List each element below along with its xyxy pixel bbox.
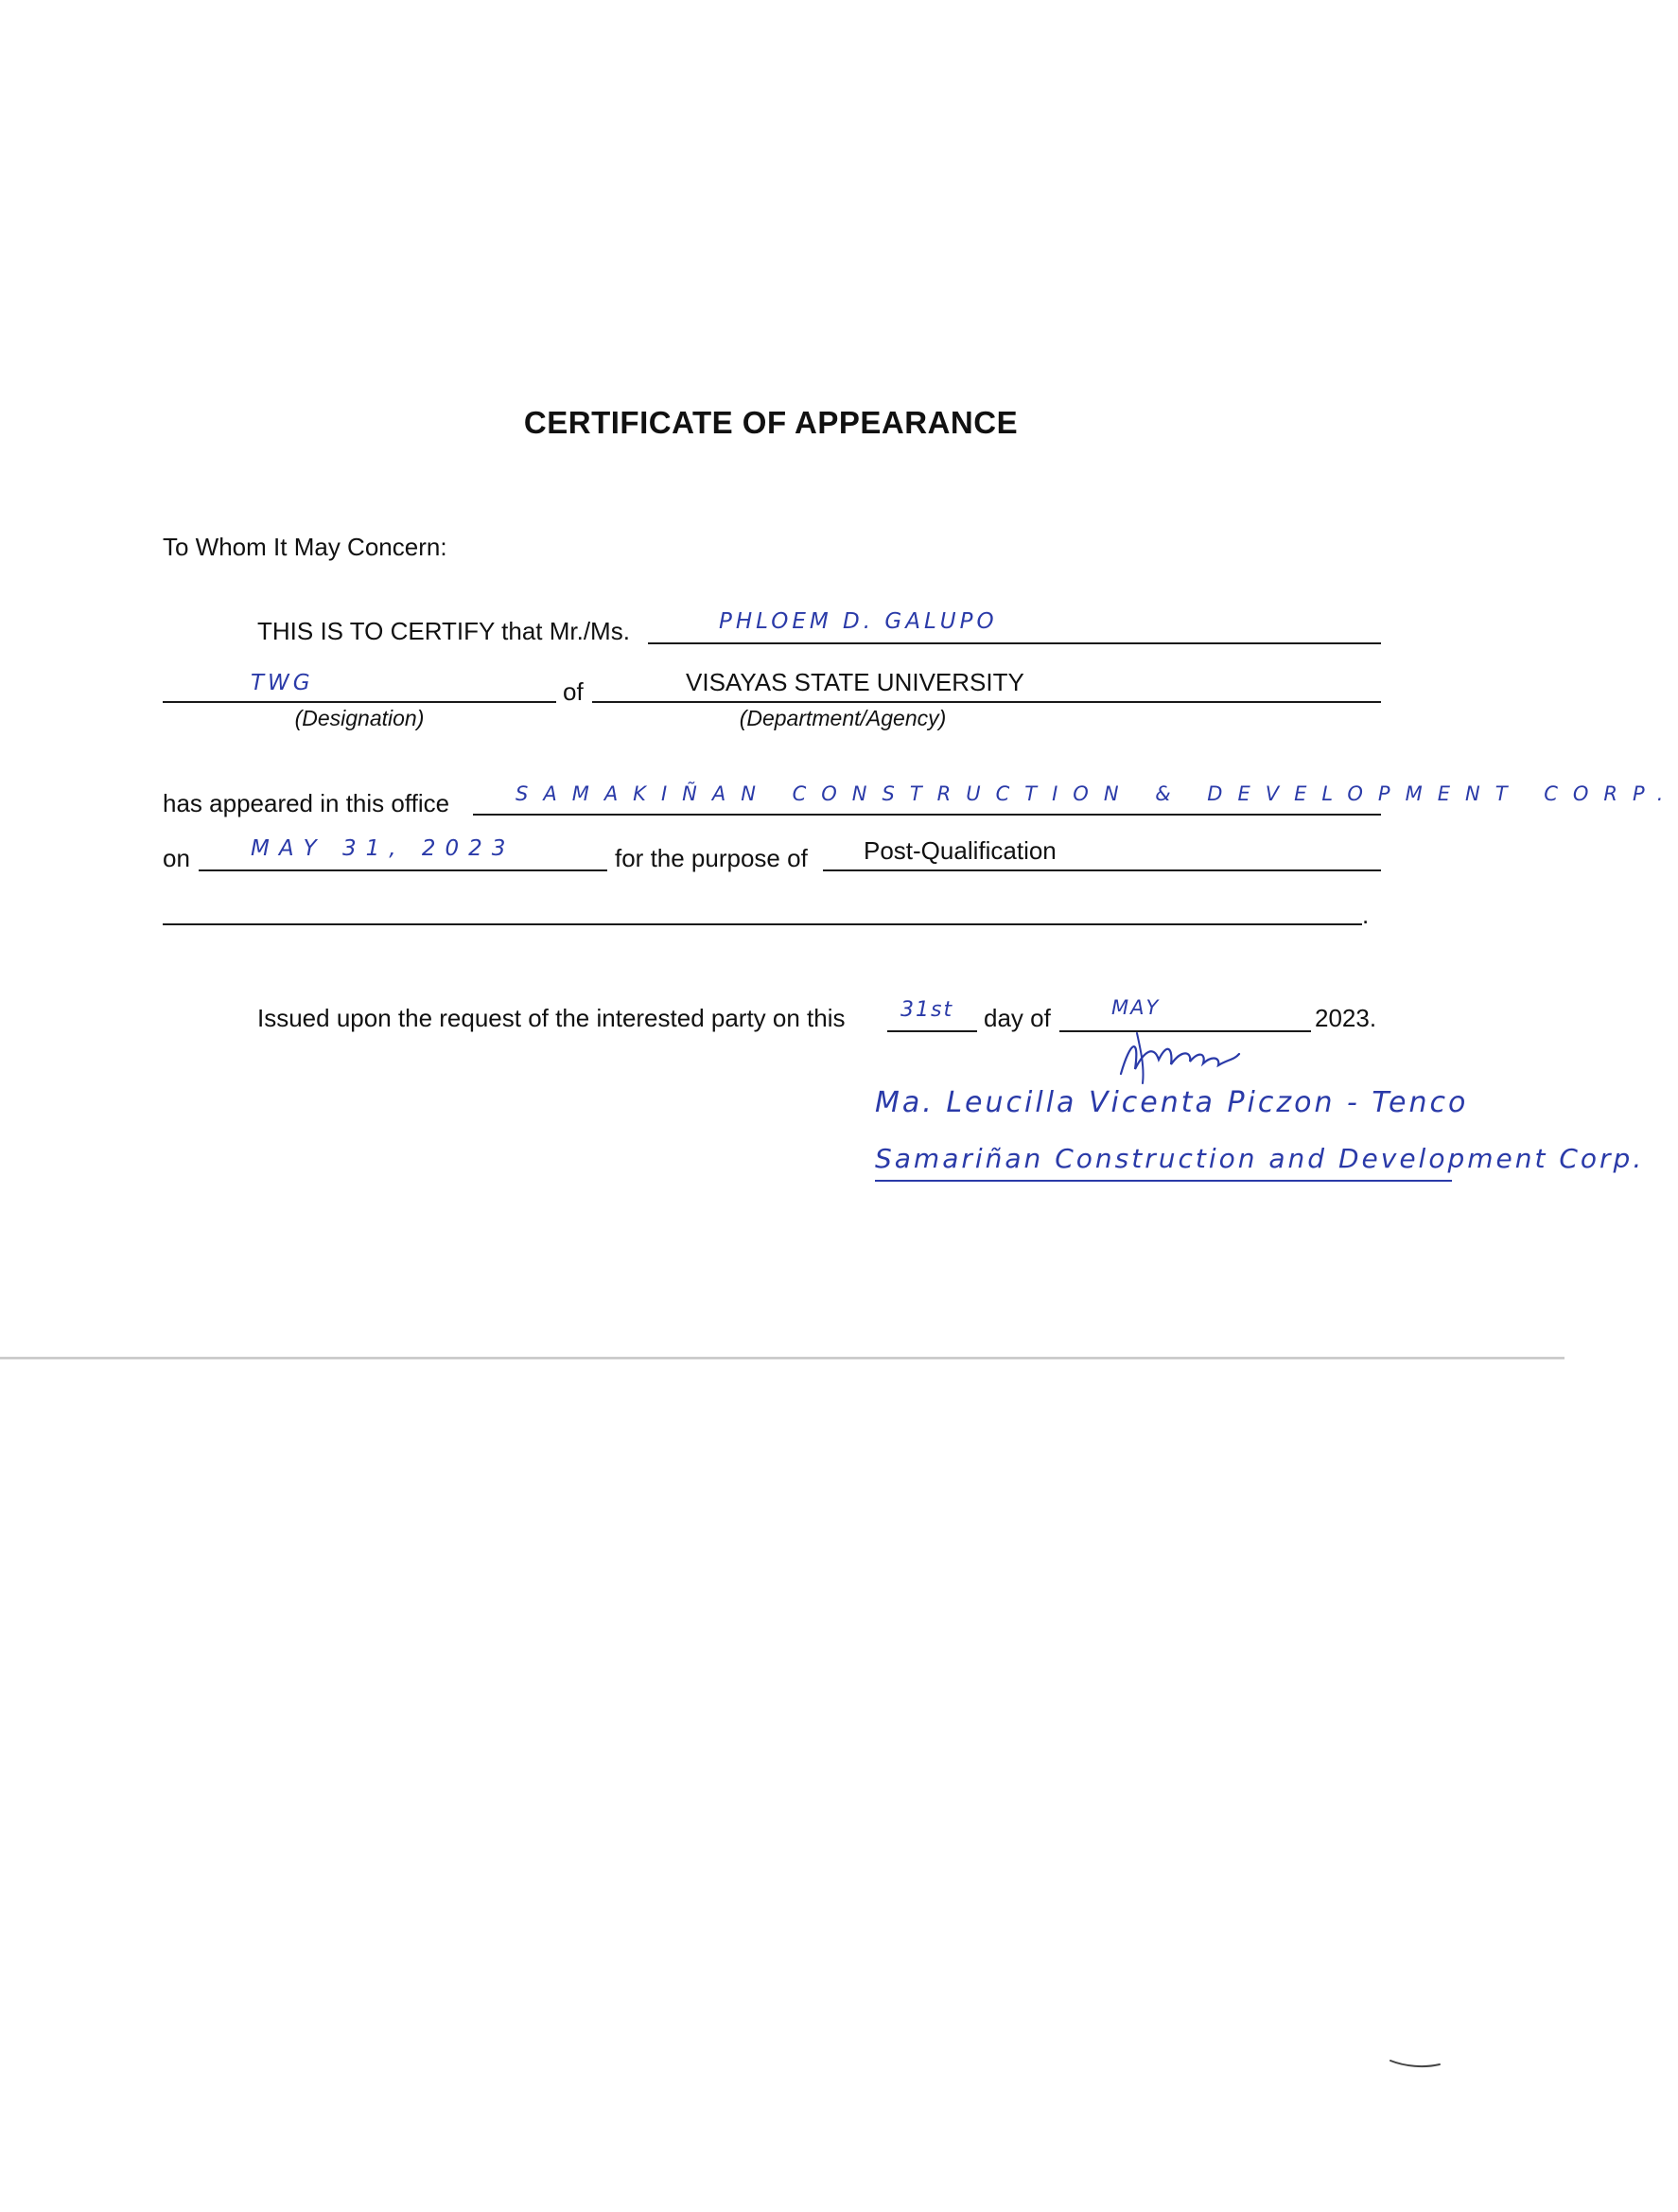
appeared-label: has appeared in this office [163,789,450,817]
document-title: CERTIFICATE OF APPEARANCE [523,405,1019,440]
day-of-label: day of [984,1004,1051,1032]
purpose-value: Post-Qualification [864,836,1057,865]
year-label: 2023. [1315,1004,1377,1032]
name-value: PHLOEM D. GALUPO [719,609,998,634]
scan-mark [1381,2034,1457,2072]
issued-label: Issued upon the request of the interested party on this [257,1004,846,1032]
designation-line [163,701,556,703]
signatory-name: Ma. Leucilla Vicenta Piczon - Tenco [875,1086,1469,1119]
continuation-line [163,923,1362,925]
office-line [473,814,1381,816]
department-line [592,701,1381,703]
department-caption: (Department/Agency) [739,706,947,730]
period-mark: . [1362,901,1370,929]
of-label: of [563,677,584,706]
certify-label: THIS IS TO CERTIFY that Mr./Ms. [257,617,630,645]
issued-day-value: 31st [900,998,954,1022]
purpose-label: for the purpose of [615,844,808,872]
department-value: VISAYAS STATE UNIVERSITY [686,668,1024,696]
date-line [199,869,607,871]
signatory-underline [875,1180,1452,1182]
office-value: SAMAKIÑAN CONSTRUCTION & DEVELOPMENT CORP. [516,782,1678,805]
issued-day-line [887,1030,977,1032]
signature-scribble [1116,1031,1258,1088]
designation-value: TWG [251,671,314,695]
issued-month-value: MAY [1111,996,1161,1019]
purpose-line [823,869,1381,871]
date-value: MAY 31, 2023 [251,836,516,861]
designation-caption: (Designation) [294,706,425,730]
on-label: on [163,844,190,872]
name-line [648,642,1381,644]
salutation: To Whom It May Concern: [163,533,447,561]
signatory-company: Samariñan Construction and Development Corp. [875,1143,1645,1174]
paper-fold-line [0,1357,1564,1360]
